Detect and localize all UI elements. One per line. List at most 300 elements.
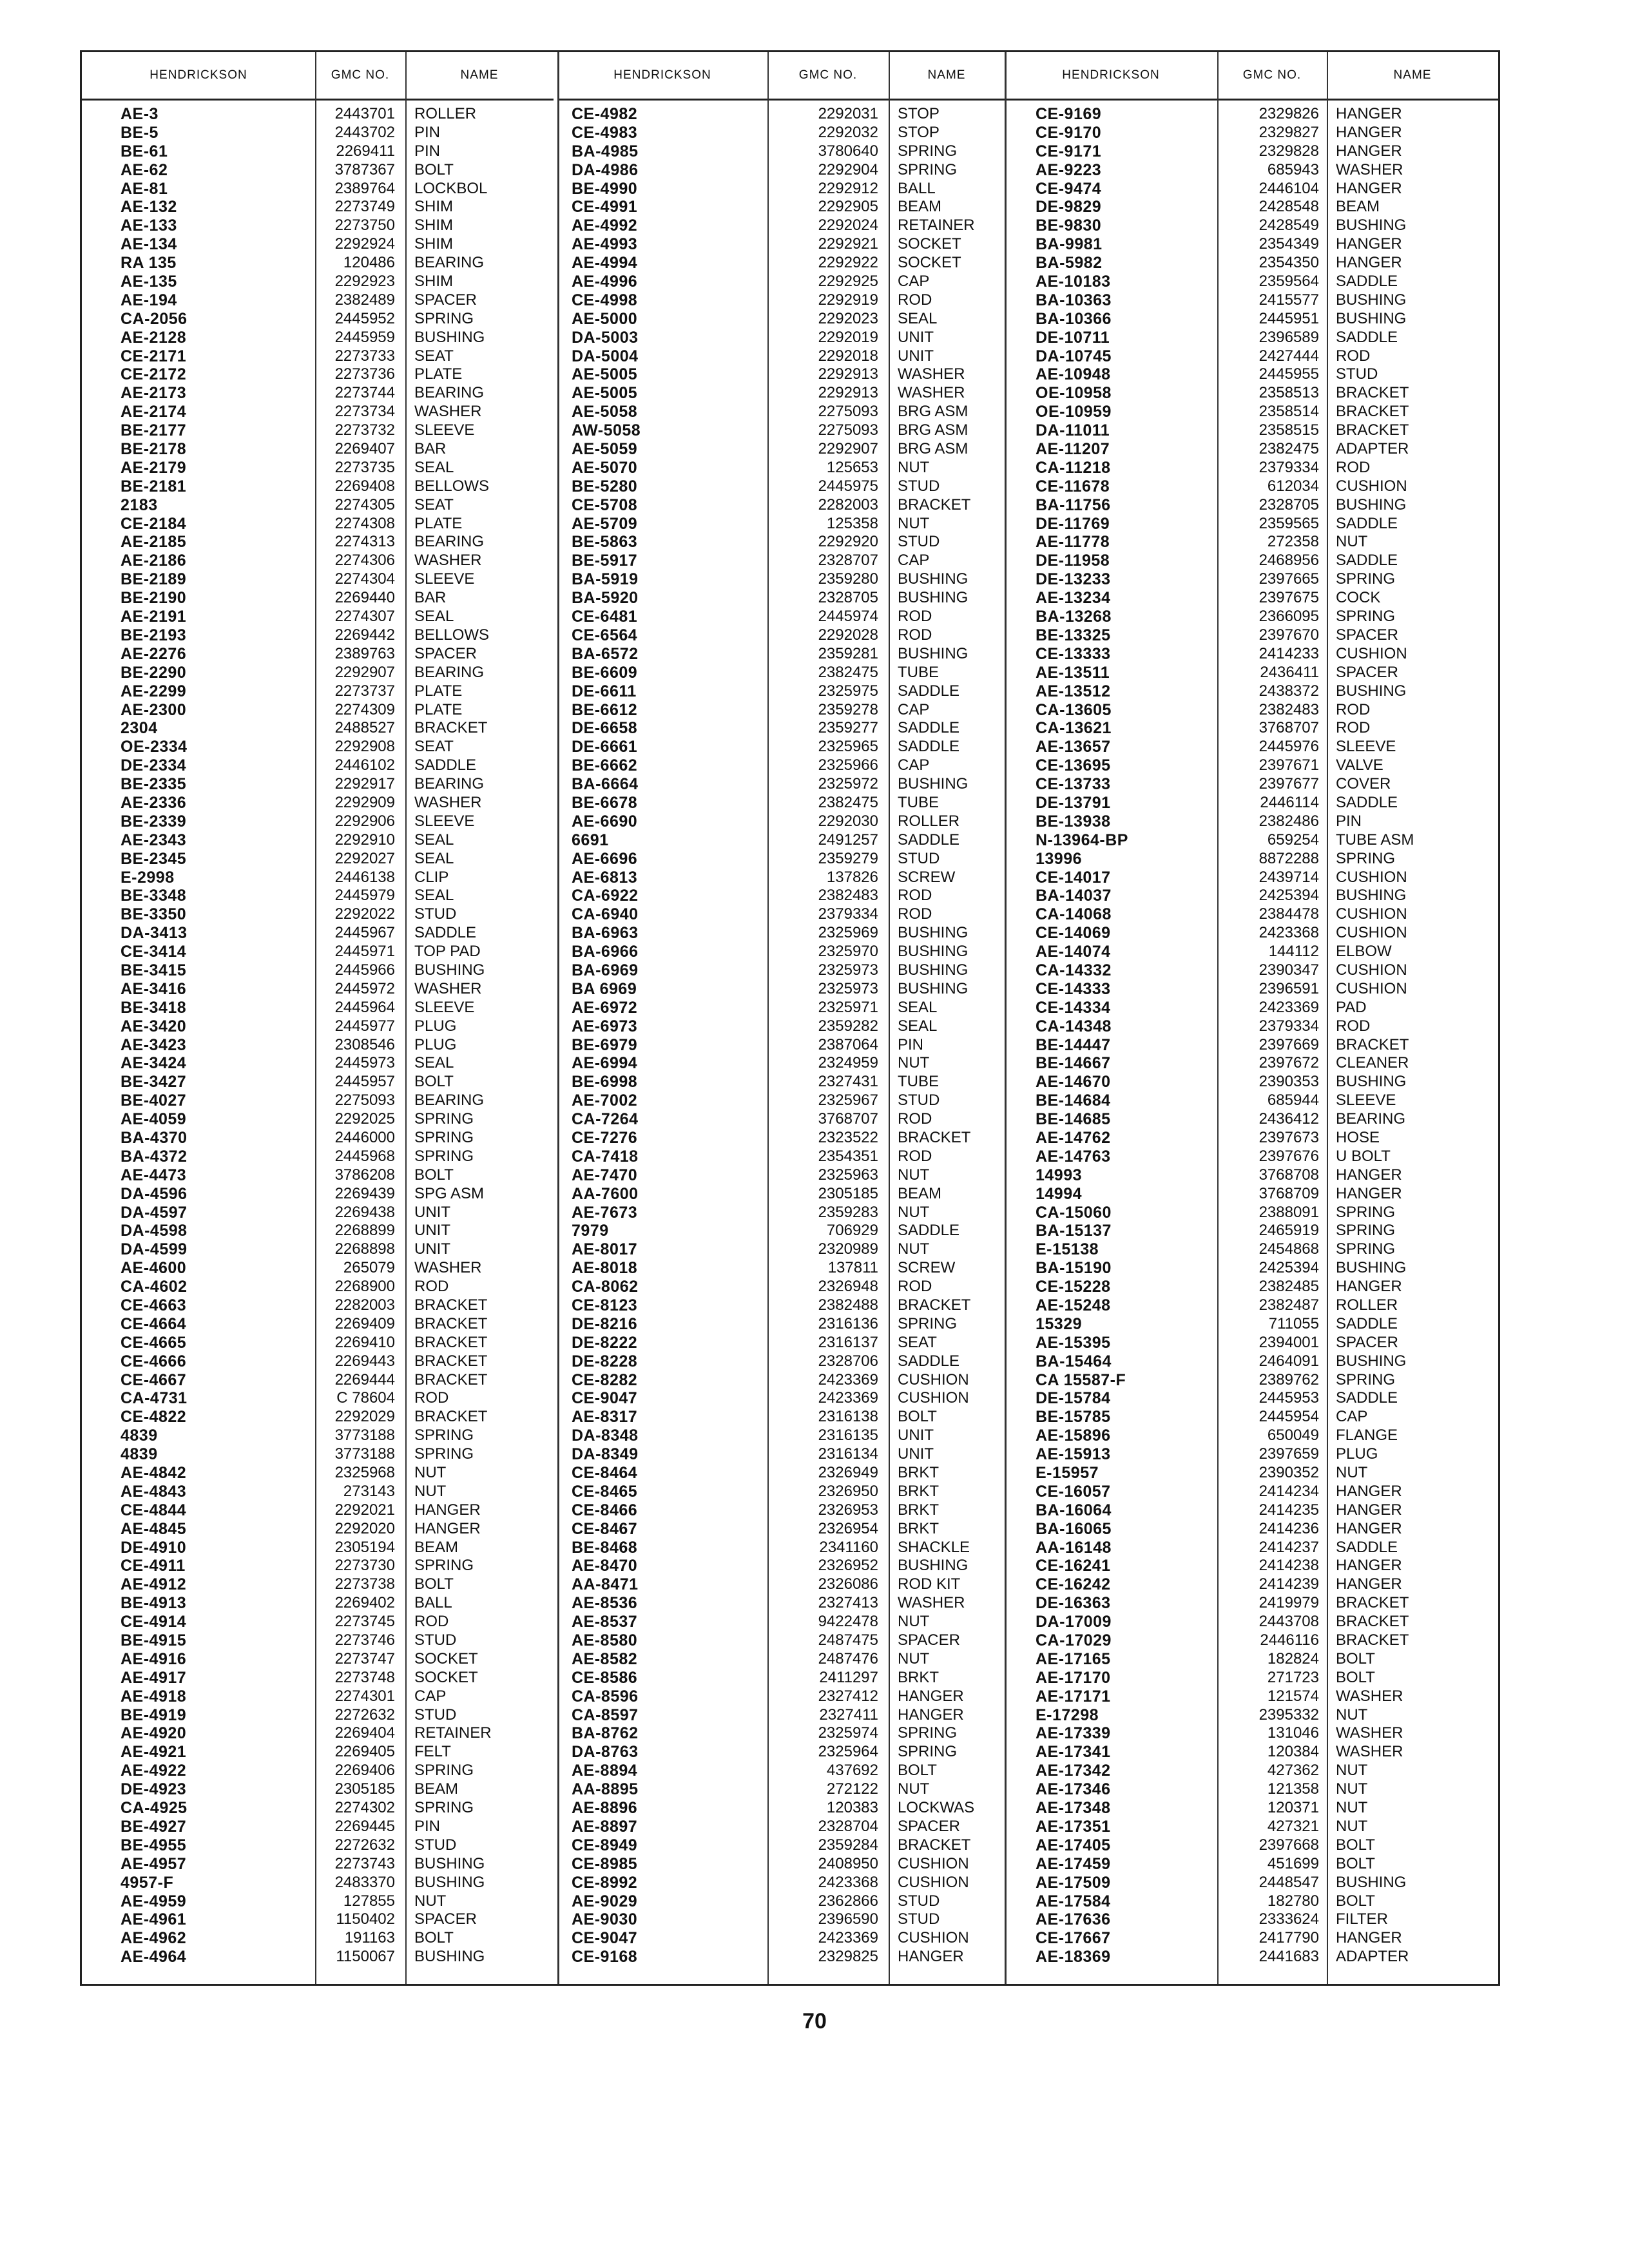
page-number: 70 xyxy=(802,2009,827,2033)
gmc-number: 273143 xyxy=(343,1482,395,1500)
hendrickson-part-number: CE-9171 xyxy=(1036,142,1102,160)
gmc-number: 2282003 xyxy=(818,495,878,514)
part-name: CAP xyxy=(898,700,930,718)
gmc-number: 2292019 xyxy=(818,328,878,346)
hendrickson-part-number: BE-3427 xyxy=(120,1073,187,1091)
gmc-number: 144112 xyxy=(1268,943,1319,961)
gmc-number: 2274309 xyxy=(334,700,395,718)
gmc-number: 2487476 xyxy=(818,1649,878,1667)
hendrickson-part-number: CA 15587-F xyxy=(1036,1370,1126,1389)
hendrickson-part-number: N-13964-BP xyxy=(1036,831,1128,849)
hendrickson-part-number: AE-5000 xyxy=(572,309,638,328)
gmc-number: 131046 xyxy=(1267,1724,1319,1742)
part-name: BEAM xyxy=(898,198,942,216)
part-name: NUT xyxy=(414,1892,447,1910)
hendrickson-part-number: DA-4986 xyxy=(572,160,639,179)
part-name: BUSHING xyxy=(414,1873,485,1891)
gmc-number: 125653 xyxy=(826,458,878,476)
part-name: BUSHING xyxy=(898,775,969,793)
hendrickson-part-number: AE-11207 xyxy=(1036,440,1110,459)
part-name: SPACER xyxy=(1336,626,1398,644)
part-name: ROD KIT xyxy=(898,1575,961,1593)
part-name: SPRING xyxy=(414,1128,474,1146)
part-name: SPRING xyxy=(898,1743,958,1761)
gmc-number: 2292027 xyxy=(334,849,395,867)
gmc-number: 2445964 xyxy=(334,998,395,1016)
gmc-number: 2445959 xyxy=(334,328,395,346)
gmc-number: 2326950 xyxy=(818,1482,878,1500)
gmc-number: 2292907 xyxy=(818,440,878,458)
gmc-number: 451699 xyxy=(1267,1854,1319,1872)
hendrickson-part-number: BE-6609 xyxy=(572,663,638,682)
part-name: SLEEVE xyxy=(1336,738,1396,756)
gmc-number: 2468956 xyxy=(1258,552,1319,570)
part-name: BRACKET xyxy=(1336,403,1409,421)
hendrickson-part-number: BA-5982 xyxy=(1036,254,1103,273)
part-name: ROLLER xyxy=(1336,1296,1398,1314)
header-hendrickson: HENDRICKSON xyxy=(82,52,315,101)
gmc-number: 2325975 xyxy=(818,682,878,700)
part-name: HANGER xyxy=(414,1519,481,1537)
part-name: PIN xyxy=(898,1035,924,1053)
part-name: BUSHING xyxy=(414,1854,485,1872)
hendrickson-part-number: AE-6690 xyxy=(572,812,638,831)
part-name: ROD xyxy=(898,626,932,644)
hendrickson-part-number: CE-14333 xyxy=(1036,979,1111,998)
gmc-number: 2292024 xyxy=(818,216,878,235)
gmc-number: 2269442 xyxy=(334,626,395,644)
part-name: NUT xyxy=(898,1780,930,1798)
hendrickson-part-number: AE-4917 xyxy=(120,1668,187,1687)
part-name: BRACKET xyxy=(1336,421,1409,439)
hendrickson-part-number: E-17298 xyxy=(1036,1706,1099,1724)
gmc-number: 2273732 xyxy=(334,421,395,439)
hendrickson-part-number: BE-2193 xyxy=(120,626,187,644)
part-name: BRACKET xyxy=(898,1296,971,1314)
hendrickson-part-number: DA-10745 xyxy=(1036,347,1112,365)
part-name: BOLT xyxy=(1336,1836,1375,1854)
hendrickson-part-number: BE-6998 xyxy=(572,1073,638,1091)
gmc-number: 191163 xyxy=(344,1929,395,1947)
part-name: BUSHING xyxy=(414,961,485,979)
gmc-number: 2397677 xyxy=(1258,775,1319,793)
hendrickson-part-number: BE-4955 xyxy=(120,1836,187,1854)
part-name: BRACKET xyxy=(1336,1631,1409,1649)
gmc-number: 2273734 xyxy=(334,403,395,421)
hendrickson-part-number: BE-2335 xyxy=(120,775,187,794)
gmc-number: 2394001 xyxy=(1258,1333,1319,1351)
gmc-number: 2274304 xyxy=(334,570,395,588)
part-name: BOLT xyxy=(414,160,454,178)
hendrickson-part-number: DE-15784 xyxy=(1036,1389,1111,1408)
gmc-number: 9422478 xyxy=(818,1613,878,1631)
hendrickson-part-number: AE-2299 xyxy=(120,682,187,700)
gmc-number: 612034 xyxy=(1267,477,1319,495)
gmc-number: 2292032 xyxy=(818,123,878,141)
hendrickson-part-number: AE-3416 xyxy=(120,979,187,998)
gmc-number: 2273749 xyxy=(334,198,395,216)
part-name: NUT xyxy=(414,1464,447,1482)
hendrickson-part-number: CE-2184 xyxy=(120,514,187,533)
hendrickson-part-number: AE-81 xyxy=(120,179,168,198)
hendrickson-part-number: CE-5708 xyxy=(572,495,638,514)
gmc-number: 2269440 xyxy=(334,589,395,607)
hendrickson-part-number: CE-4844 xyxy=(120,1501,187,1519)
hendrickson-part-number: CE-13733 xyxy=(1036,775,1111,794)
gmc-number: 2395332 xyxy=(1258,1706,1319,1724)
part-name: PLATE xyxy=(414,700,463,718)
part-name: BEARING xyxy=(414,384,485,402)
part-name: FILTER xyxy=(1336,1910,1388,1928)
part-name: UNIT xyxy=(898,347,934,365)
part-name: BEAM xyxy=(898,1184,942,1202)
hendrickson-part-number: BA-6966 xyxy=(572,943,639,961)
gmc-number: 650049 xyxy=(1267,1427,1319,1445)
hendrickson-part-number: CE-2171 xyxy=(120,347,187,365)
hendrickson-part-number: AE-17584 xyxy=(1036,1892,1111,1910)
part-name: WASHER xyxy=(898,384,965,402)
gmc-number: 2354351 xyxy=(818,1147,878,1165)
hendrickson-part-number: E-2998 xyxy=(120,868,175,887)
part-name: ROD xyxy=(898,905,932,923)
hendrickson-part-number: BA-15464 xyxy=(1036,1352,1112,1370)
hendrickson-part-number: CE-4665 xyxy=(120,1333,187,1352)
gmc-number: 2269443 xyxy=(334,1352,395,1370)
gmc-number: 2292025 xyxy=(334,1110,395,1128)
hendrickson-part-number: CA-6940 xyxy=(572,905,639,924)
gmc-number: 2325970 xyxy=(818,943,878,961)
gmc-number: 2414239 xyxy=(1258,1575,1319,1593)
gmc-number: 2275093 xyxy=(334,1091,395,1110)
name-column xyxy=(1336,105,1497,1966)
gmc-number: 2292923 xyxy=(334,273,395,291)
name-column xyxy=(898,105,1005,1966)
gmc-number: 3786208 xyxy=(334,1166,395,1184)
part-name: WASHER xyxy=(414,1259,482,1277)
hendrickson-part-number: AE-5059 xyxy=(572,440,638,459)
hendrickson-part-number: BA-16065 xyxy=(1036,1519,1112,1538)
hendrickson-part-number: CA-8597 xyxy=(572,1706,639,1724)
part-name: BUSHING xyxy=(898,570,969,588)
part-name: SPRING xyxy=(1336,1203,1396,1221)
hendrickson-part-number: BA-15137 xyxy=(1036,1222,1112,1240)
part-name: BRACKET xyxy=(414,1408,488,1426)
part-name: UNIT xyxy=(414,1222,450,1240)
hendrickson-part-number: 13996 xyxy=(1036,849,1083,868)
gmc-number: 2269405 xyxy=(334,1743,395,1761)
part-name: HANGER xyxy=(1336,105,1402,122)
part-name: SPRING xyxy=(1336,1222,1396,1240)
hendrickson-part-number: AE-17170 xyxy=(1036,1668,1111,1687)
hendrickson-part-number: AE-15248 xyxy=(1036,1296,1111,1314)
header-gmc: GMC NO. xyxy=(1217,52,1327,101)
hendrickson-part-number: DE-11958 xyxy=(1036,552,1110,570)
part-name: HANGER xyxy=(1336,1519,1402,1537)
part-name: ROD xyxy=(1336,458,1371,476)
gmc-number: 2414236 xyxy=(1258,1519,1319,1537)
part-name: SEAT xyxy=(414,738,454,756)
hendrickson-part-number: DE-8228 xyxy=(572,1352,638,1370)
part-name: NUT xyxy=(898,1240,930,1258)
part-name: SPRING xyxy=(1336,608,1396,626)
hendrickson-part-number: DA-17009 xyxy=(1036,1613,1112,1631)
gmc-number: 2446000 xyxy=(334,1128,395,1146)
gmc-number: 120383 xyxy=(826,1799,878,1817)
hendrickson-part-number: CE-14017 xyxy=(1036,868,1111,887)
hendrickson-part-number: AE-5070 xyxy=(572,458,638,477)
part-name: PIN xyxy=(414,142,441,160)
hendrickson-part-number: AE-4912 xyxy=(120,1575,187,1594)
part-name: BRACKET xyxy=(414,1333,488,1351)
gmc-number: 2397673 xyxy=(1258,1128,1319,1146)
hendrickson-part-number: CE-13695 xyxy=(1036,756,1111,775)
gmc-number: 2390347 xyxy=(1258,961,1319,979)
gmc-number: 2446114 xyxy=(1260,793,1319,811)
hendrickson-part-number: CE-8282 xyxy=(572,1370,638,1389)
hendrickson-part-number: AE-4922 xyxy=(120,1762,187,1780)
gmc-number: 2358515 xyxy=(1258,421,1319,439)
header-gmc: GMC NO. xyxy=(767,52,889,101)
hendrickson-part-number: AE-4996 xyxy=(572,273,638,291)
gmc-number: 2325973 xyxy=(818,979,878,997)
part-name: SEAL xyxy=(414,1054,454,1072)
part-name: COCK xyxy=(1336,589,1381,607)
gmc-number: 2428549 xyxy=(1258,216,1319,235)
hendrickson-part-number: AE-8317 xyxy=(572,1408,638,1427)
gmc-number: 437692 xyxy=(826,1762,878,1780)
part-name: CUSHION xyxy=(898,1370,969,1389)
part-name: BOLT xyxy=(414,1166,454,1184)
part-name: SPRING xyxy=(414,1762,474,1780)
gmc-number: 2397671 xyxy=(1258,756,1319,774)
gmc-number: 3768709 xyxy=(1258,1184,1319,1202)
header-gmc: GMC NO. xyxy=(315,52,405,101)
hendrickson-part-number: AE-14763 xyxy=(1036,1147,1111,1166)
gmc-number: 2325973 xyxy=(818,961,878,979)
part-name: NUT xyxy=(1336,1706,1368,1724)
gmc-number: 2359284 xyxy=(818,1836,878,1854)
part-name: SLEEVE xyxy=(414,998,475,1016)
hendrickson-part-number: CE-4914 xyxy=(120,1613,187,1631)
part-name: ROLLER xyxy=(414,105,477,122)
part-name: ROD xyxy=(1336,719,1371,737)
part-name: BOLT xyxy=(414,1929,454,1947)
gmc-number: 2316138 xyxy=(818,1408,878,1426)
gmc-number: 2414237 xyxy=(1258,1538,1319,1556)
gmc-number: 2445968 xyxy=(334,1147,395,1165)
gmc-number: 2273747 xyxy=(334,1649,395,1667)
part-name: CAP xyxy=(898,552,930,570)
part-name: ROD xyxy=(898,608,932,626)
gmc-number: 2269409 xyxy=(334,1314,395,1332)
gmc-number: 2273730 xyxy=(334,1557,395,1575)
hendrickson-part-number: CA-14332 xyxy=(1036,961,1112,979)
gmc-number: 2327412 xyxy=(818,1687,878,1705)
part-name: STUD xyxy=(898,533,940,551)
gmc-number: 2414238 xyxy=(1258,1557,1319,1575)
hendrickson-part-number: OE-10958 xyxy=(1036,384,1112,403)
hendrickson-part-number: AE-4916 xyxy=(120,1649,187,1668)
gmc-number: 2397672 xyxy=(1258,1054,1319,1072)
part-name: SPRING xyxy=(898,1724,958,1742)
part-name: UNIT xyxy=(414,1240,450,1258)
part-name: CUSHION xyxy=(898,1929,969,1947)
hendrickson-part-number: AE-8537 xyxy=(572,1613,638,1631)
gmc-number: 659254 xyxy=(1267,831,1319,849)
gmc-number: 2325967 xyxy=(818,1091,878,1110)
hendrickson-part-number: BE-3415 xyxy=(120,961,187,979)
part-name: TUBE xyxy=(898,793,940,811)
part-name: BAR xyxy=(414,440,447,458)
hendrickson-part-number: CE-4822 xyxy=(120,1408,187,1427)
hendrickson-part-number: BE-13938 xyxy=(1036,812,1111,831)
gmc-number: 2397659 xyxy=(1258,1445,1319,1463)
part-name: SADDLE xyxy=(898,1352,960,1370)
gmc-number: 2491257 xyxy=(818,831,878,849)
part-name: FELT xyxy=(414,1743,451,1761)
part-name: CAP xyxy=(898,756,930,774)
hendrickson-column xyxy=(120,105,307,1966)
part-name: TUBE ASM xyxy=(1336,831,1414,849)
gmc-number: 2397668 xyxy=(1258,1836,1319,1854)
part-name: SEAL xyxy=(414,887,454,905)
part-name: BUSHING xyxy=(414,1948,485,1966)
gmc-number: 2417790 xyxy=(1258,1929,1319,1947)
part-name: WASHER xyxy=(414,793,482,811)
hendrickson-part-number: AE-4600 xyxy=(120,1259,187,1278)
part-name: HANGER xyxy=(1336,1557,1402,1575)
gmc-number: 3773188 xyxy=(334,1427,395,1445)
gmc-number: 2382488 xyxy=(818,1296,878,1314)
name-column xyxy=(414,105,554,1966)
part-name: LOCKBOL xyxy=(414,179,488,197)
hendrickson-part-number: DA-8349 xyxy=(572,1445,639,1464)
hendrickson-part-number: CA-4602 xyxy=(120,1278,188,1296)
hendrickson-part-number: BA-15190 xyxy=(1036,1259,1112,1278)
gmc-number: 2328704 xyxy=(818,1817,878,1835)
part-name: STUD xyxy=(898,849,940,867)
part-name: ROD xyxy=(898,1147,932,1165)
part-name: CUSHION xyxy=(898,1854,969,1872)
hendrickson-part-number: AE-3424 xyxy=(120,1054,187,1073)
gmc-number: 2292921 xyxy=(818,235,878,253)
gmc-number: 2329825 xyxy=(818,1948,878,1966)
hendrickson-part-number: CE-16057 xyxy=(1036,1482,1111,1501)
part-name: HANGER xyxy=(1336,254,1402,272)
hendrickson-part-number: AE-4994 xyxy=(572,254,638,273)
part-name: WASHER xyxy=(414,403,482,421)
gmc-number: 427321 xyxy=(1267,1817,1319,1835)
part-name: BUSHING xyxy=(1336,887,1407,905)
hendrickson-part-number: BA 6969 xyxy=(572,979,637,998)
gmc-number: 2445967 xyxy=(334,924,395,942)
gmc-number: 272358 xyxy=(1267,533,1319,551)
gmc-column xyxy=(315,105,395,1966)
part-name: COVER xyxy=(1336,775,1391,793)
gmc-number: 2327413 xyxy=(818,1594,878,1612)
gmc-number: 2445966 xyxy=(334,961,395,979)
hendrickson-part-number: CE-11678 xyxy=(1036,477,1110,495)
hendrickson-part-number: BE-61 xyxy=(120,142,168,160)
gmc-number: 271723 xyxy=(1267,1668,1319,1686)
gmc-number: 2292028 xyxy=(818,626,878,644)
part-name: BELLOWS xyxy=(414,477,490,495)
part-name: STUD xyxy=(414,905,457,923)
gmc-number: 2445975 xyxy=(818,477,878,495)
gmc-number: 2445976 xyxy=(1258,738,1319,756)
hendrickson-part-number: 14994 xyxy=(1036,1184,1083,1203)
part-name: CUSHION xyxy=(1336,961,1407,979)
part-name: CUSHION xyxy=(1336,924,1407,942)
hendrickson-part-number: CE-2172 xyxy=(120,365,187,384)
hendrickson-part-number: DE-13791 xyxy=(1036,793,1111,812)
gmc-number: 2382483 xyxy=(818,887,878,905)
part-name: BUSHING xyxy=(898,924,969,942)
gmc-number: 2436412 xyxy=(1258,1110,1319,1128)
gmc-number: 2445954 xyxy=(1258,1408,1319,1426)
hendrickson-part-number: AE-4920 xyxy=(120,1724,187,1743)
part-name: HANGER xyxy=(1336,1166,1402,1184)
hendrickson-part-number: CE-8985 xyxy=(572,1854,638,1873)
part-name: TOP PAD xyxy=(414,943,481,961)
hendrickson-part-number: BA-6572 xyxy=(572,644,639,663)
gmc-number: 2423369 xyxy=(818,1389,878,1407)
gmc-number: 2269411 xyxy=(336,142,395,160)
hendrickson-part-number: AE-9029 xyxy=(572,1892,638,1910)
part-name: ROLLER xyxy=(898,812,960,830)
part-name: LOCKWAS xyxy=(898,1799,975,1817)
hendrickson-part-number: DA-4599 xyxy=(120,1240,188,1259)
gmc-number: 2445973 xyxy=(334,1054,395,1072)
hendrickson-part-number: CE-9170 xyxy=(1036,123,1102,142)
hendrickson-part-number: AE-2300 xyxy=(120,700,187,719)
part-name: SADDLE xyxy=(1336,273,1398,291)
part-name: NUT xyxy=(1336,1762,1368,1780)
hendrickson-part-number: AE-17459 xyxy=(1036,1854,1111,1873)
part-name: VALVE xyxy=(1336,756,1383,774)
hendrickson-part-number: 7979 xyxy=(572,1222,609,1240)
gmc-number: 2326086 xyxy=(818,1575,878,1593)
part-name: BRACKET xyxy=(1336,384,1409,402)
hendrickson-part-number: BE-6662 xyxy=(572,756,638,775)
gmc-number: 2358513 xyxy=(1258,384,1319,402)
part-name: BRG ASM xyxy=(898,440,969,458)
hendrickson-part-number: AE-2179 xyxy=(120,458,187,477)
gmc-number: 125358 xyxy=(826,514,878,532)
hendrickson-part-number: AE-4964 xyxy=(120,1948,187,1966)
hendrickson-part-number: AE-4843 xyxy=(120,1482,187,1501)
gmc-number: 2445971 xyxy=(334,943,395,961)
column-divider xyxy=(889,52,890,1984)
gmc-number: 2379334 xyxy=(818,905,878,923)
gmc-number: 2273737 xyxy=(334,682,395,700)
hendrickson-part-number: CE-4663 xyxy=(120,1296,187,1314)
part-name: HOSE xyxy=(1336,1128,1380,1146)
gmc-column xyxy=(1217,105,1319,1966)
hendrickson-column xyxy=(572,105,765,1966)
hendrickson-part-number: AE-8017 xyxy=(572,1240,638,1259)
hendrickson-part-number: DA-11011 xyxy=(1036,421,1110,440)
part-name: BRKT xyxy=(898,1519,940,1537)
gmc-number: 2428548 xyxy=(1258,198,1319,216)
part-name: SPACER xyxy=(414,1910,477,1928)
part-name: NUT xyxy=(1336,1464,1368,1482)
part-name: BEARING xyxy=(414,533,485,551)
hendrickson-part-number: CE-4991 xyxy=(572,198,638,216)
hendrickson-part-number: AE-8896 xyxy=(572,1799,638,1818)
gmc-number: 2397675 xyxy=(1258,589,1319,607)
part-name: ROD xyxy=(898,291,932,309)
